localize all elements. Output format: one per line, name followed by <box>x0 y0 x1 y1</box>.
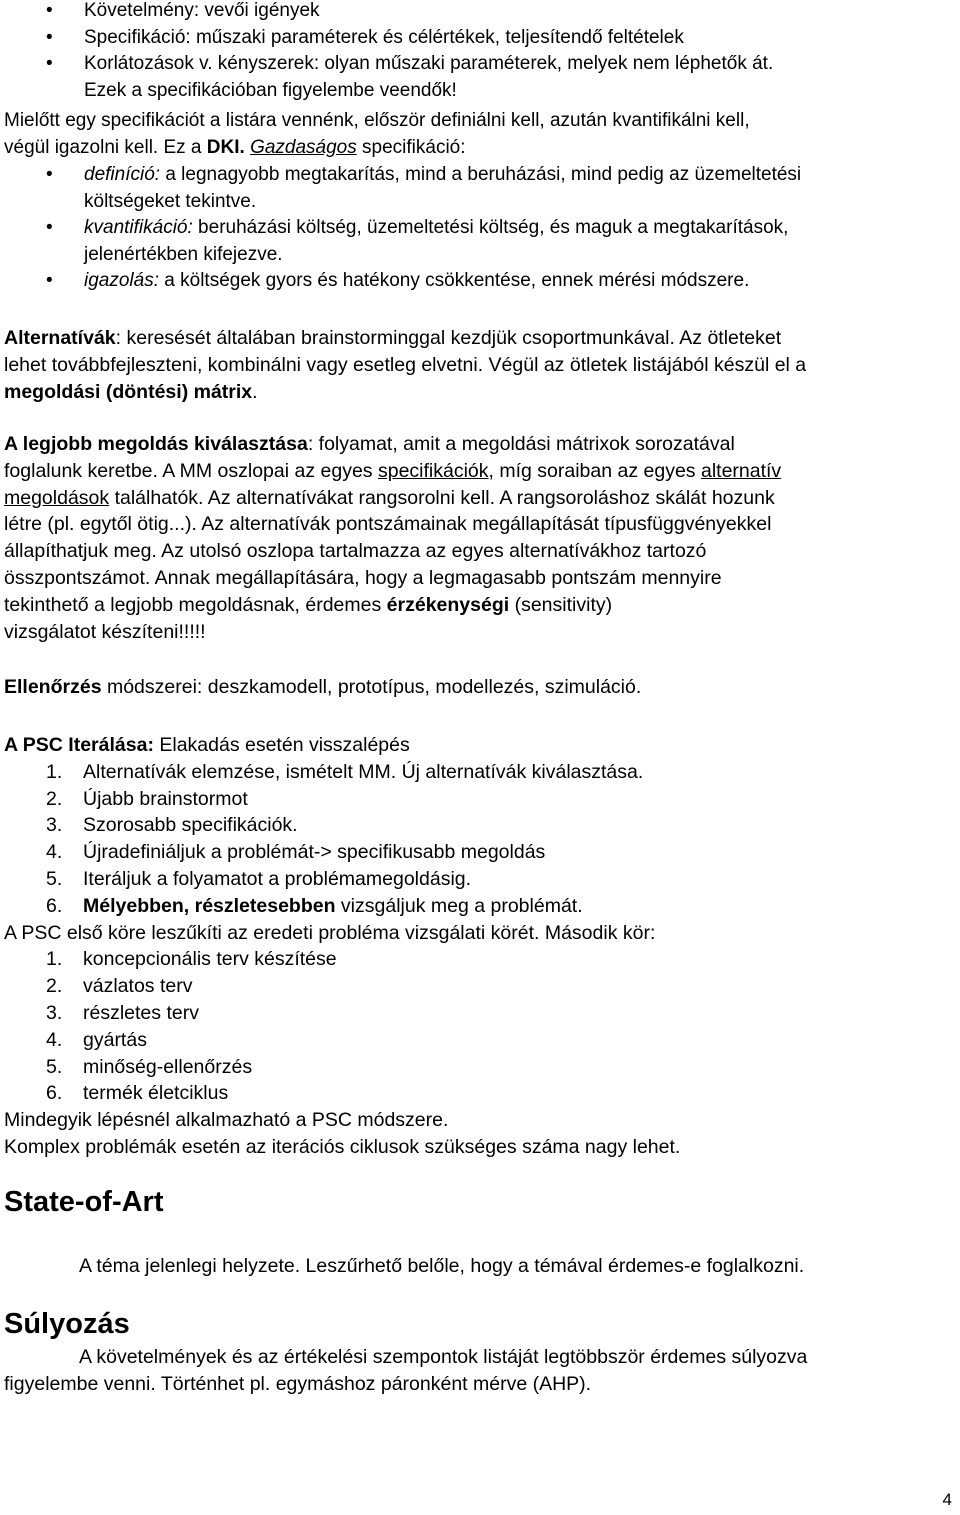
requirements-list <box>4 0 956 104</box>
list-item: 6. termék életciklus <box>46 1082 229 1105</box>
list-item: 2. Újabb brainstormot <box>46 787 248 810</box>
psc-iteration-section <box>4 732 956 1161</box>
psc-rounds-list <box>4 946 956 1107</box>
page-number: 4 <box>942 1490 952 1509</box>
psc-heading: A PSC Iterálása: Elakadás esetén visszalépés <box>4 734 410 756</box>
requirements-list-block <box>4 0 956 104</box>
section-heading: State-of-Art <box>4 1186 164 1218</box>
bullet-icon: • <box>46 270 53 291</box>
bullet-icon: • <box>46 164 53 185</box>
list-item: 6. Mélyebben, részletesebben vizsgáljuk meg a problémát. <box>46 894 583 917</box>
section-heading: Súlyozás <box>4 1308 130 1340</box>
psc-first-round-text: A PSC első köre leszűkíti az eredeti probléma vizsgálati körét. Második kör: <box>4 921 656 944</box>
dki-list <box>4 162 956 295</box>
list-item: • kvantifikáció: beruházási költség, üzemeltetési költség, és maguk a megtakarítások, jelenértékben kifejezve. <box>46 217 789 265</box>
psc-applicability-text: Mindegyik lépésnél alkalmazható a PSC módszere. <box>4 1109 449 1132</box>
list-item: 5. Iteráljuk a folyamatot a problémamegoldásig. <box>46 867 472 890</box>
verification-paragraph: Ellenőrzés módszerei: deszkamodell, prototípus, modellezés, szimuláció. <box>4 676 642 698</box>
list-item: 3. részletes terv <box>46 1001 199 1024</box>
list-item: 4. Újradefiniáljuk a problémát-> specifikusabb megoldás <box>46 841 546 864</box>
list-item: • Követelmény: vevői igények <box>4 0 956 25</box>
best-solution-paragraph: A legjobb megoldás kiválasztása: folyamat, amit a megoldási mátrixok sorozatával foglalunk keretbe. A MM oszlopai az egyes specifikációk, míg soraiban az egyes alternatív megoldások találhatók. Az alternatívákat rangsorolni kell. A rangsoroláshoz skálát hozunk létre (pl. egytől ötig...). Az alternatívák pontszámainak megállapítását típusfüggvényekkel állapíthatjuk meg. Az utolsó oszlopa tartalmazza az egyes alternatívákhoz tartozó összpontszámot. Annak megállapítására, hogy a legmagasabb pontszám mennyire tekinthető a legjobb megoldásnak, érdemes érzékenységi (sensitivity) vizsgálatot készíteni!!!!! <box>4 433 782 643</box>
bullet-icon: • <box>46 0 53 21</box>
intro-paragraph: Mielőtt egy specifikációt a listára vennénk, először definiálni kell, azután kvantifikálni kell, végül igazolni kell. Ez a DKI. Gazdaságos specifikáció: <box>4 110 750 158</box>
list-item: 5. minőség-ellenőrzés <box>46 1055 253 1078</box>
state-of-art-text: A téma jelenlegi helyzete. Leszűrhető belőle, hogy a témával érdemes-e foglalkozni. <box>79 1255 805 1277</box>
bullet-icon: • <box>46 53 53 74</box>
list-item: 1. koncepcionális terv készítése <box>46 948 337 971</box>
list-item: 2. vázlatos terv <box>46 975 193 998</box>
list-item: • definíció: a legnagyobb megtakarítás, mind a beruházási, mind pedig az üzemeltetési költségeket tekintve. <box>46 164 802 212</box>
list-item: 1. Alternatívák elemzése, ismételt MM. Új alternatívák kiválasztása. <box>46 760 644 783</box>
list-item: 3. Szorosabb specifikációk. <box>46 814 298 837</box>
psc-steps-list <box>4 759 956 920</box>
alternatives-paragraph: Alternatívák: keresését általában brainstorminggal kezdjük csoportmunkával. Az ötleteket lehet továbbfejleszteni, kombinálni vagy esetleg elvetni. Végül az ötletek listájából készül el a megoldási (döntési) mátrix. <box>4 327 807 403</box>
weighting-text: A követelmények és az értékelési szempontok listáját legtöbbször érdemes súlyozva figyelembe venni. Történhet pl. egymáshoz páronként mérve (AHP). <box>4 1346 808 1395</box>
list-item: • Korlátozások v. kényszerek: olyan műszaki paraméterek, melyek nem léphetők át. Ezek a specifikációban figyelembe veendők! <box>46 53 774 101</box>
dki-list-block <box>4 162 956 295</box>
bullet-icon: • <box>46 26 53 48</box>
list-item: • Specifikáció: műszaki paraméterek és célértékek, teljesítendő feltételek <box>4 25 956 52</box>
psc-complexity-text: Komplex problémák esetén az iterációs ciklusok szükséges száma nagy lehet. <box>4 1135 681 1158</box>
weighting-section <box>4 1307 956 1398</box>
list-item: 4. gyártás <box>46 1028 147 1051</box>
list-item: • igazolás: a költségek gyors és hatékony csökkentése, ennek mérési módszere. <box>4 268 956 295</box>
state-of-art-section <box>4 1185 956 1280</box>
bullet-icon: • <box>46 217 53 238</box>
